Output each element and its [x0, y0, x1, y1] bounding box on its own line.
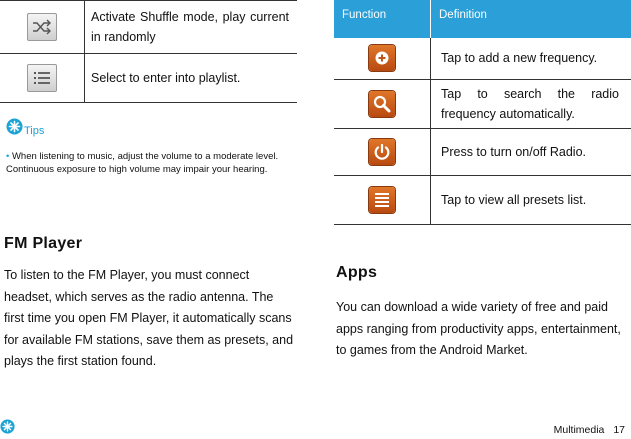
- table-row: [334, 79, 631, 128]
- tips-text: [6, 150, 291, 176]
- definition-header: Definition: [431, 0, 631, 38]
- search-icon: [369, 91, 395, 117]
- playlist-icon: [27, 64, 57, 92]
- page-footer: [554, 424, 625, 436]
- icon-cell: [0, 54, 85, 103]
- apps-heading: Apps: [336, 264, 377, 282]
- tips-header: [6, 118, 44, 138]
- table-row: [334, 38, 631, 79]
- shuffle-description: Activate Shuffle mode, play current in randomly: [85, 1, 298, 54]
- page-number: 17: [613, 424, 625, 436]
- table-row: [0, 1, 297, 54]
- apps-body: You can download a wide variety of free and paid apps ranging from productivity apps, entertainment, to games from the Android Market.: [336, 297, 626, 362]
- icon-cell: [334, 79, 431, 128]
- footer-section: Multimedia: [554, 424, 605, 436]
- fm-player-body: To listen to the FM Player, you must connect headset, which serves as the radio antenna. The first time you open FM Player, it automatically scans for available FM stations, save them as presets, and plays the first station found.: [4, 265, 295, 373]
- icon-cell: [334, 128, 431, 175]
- fm-player-heading: FM Player: [4, 235, 82, 253]
- tips-bullet: •: [6, 151, 9, 162]
- add-description: Tap to add a new frequency.: [431, 38, 631, 79]
- tips-label: Tips: [24, 125, 44, 137]
- power-description: Press to turn on/off Radio.: [431, 128, 631, 175]
- tips-body: When listening to music, adjust the volume to a moderate level. Continuous exposure to high volume may impair your hearing.: [6, 151, 278, 175]
- search-description: Tap to search the radio frequency automatically.: [431, 79, 631, 128]
- footer-logo-icon: [0, 419, 15, 439]
- icon-cell: [334, 38, 431, 79]
- list-description: Tap to view all presets list.: [431, 175, 631, 224]
- table-header-row: [334, 0, 631, 38]
- icon-cell: [334, 175, 431, 224]
- icon-cell: [0, 1, 85, 54]
- table-row: [334, 128, 631, 175]
- radio-functions-table: [334, 0, 631, 225]
- add-icon: [369, 45, 395, 71]
- tips-icon: [6, 118, 23, 138]
- function-header: Function: [334, 0, 431, 38]
- controls-table: [0, 0, 297, 103]
- shuffle-icon: [27, 13, 57, 41]
- power-icon: [369, 139, 395, 165]
- list-icon: [369, 187, 395, 213]
- table-row: [0, 54, 297, 103]
- playlist-description: Select to enter into playlist.: [85, 54, 298, 103]
- table-row: [334, 175, 631, 224]
